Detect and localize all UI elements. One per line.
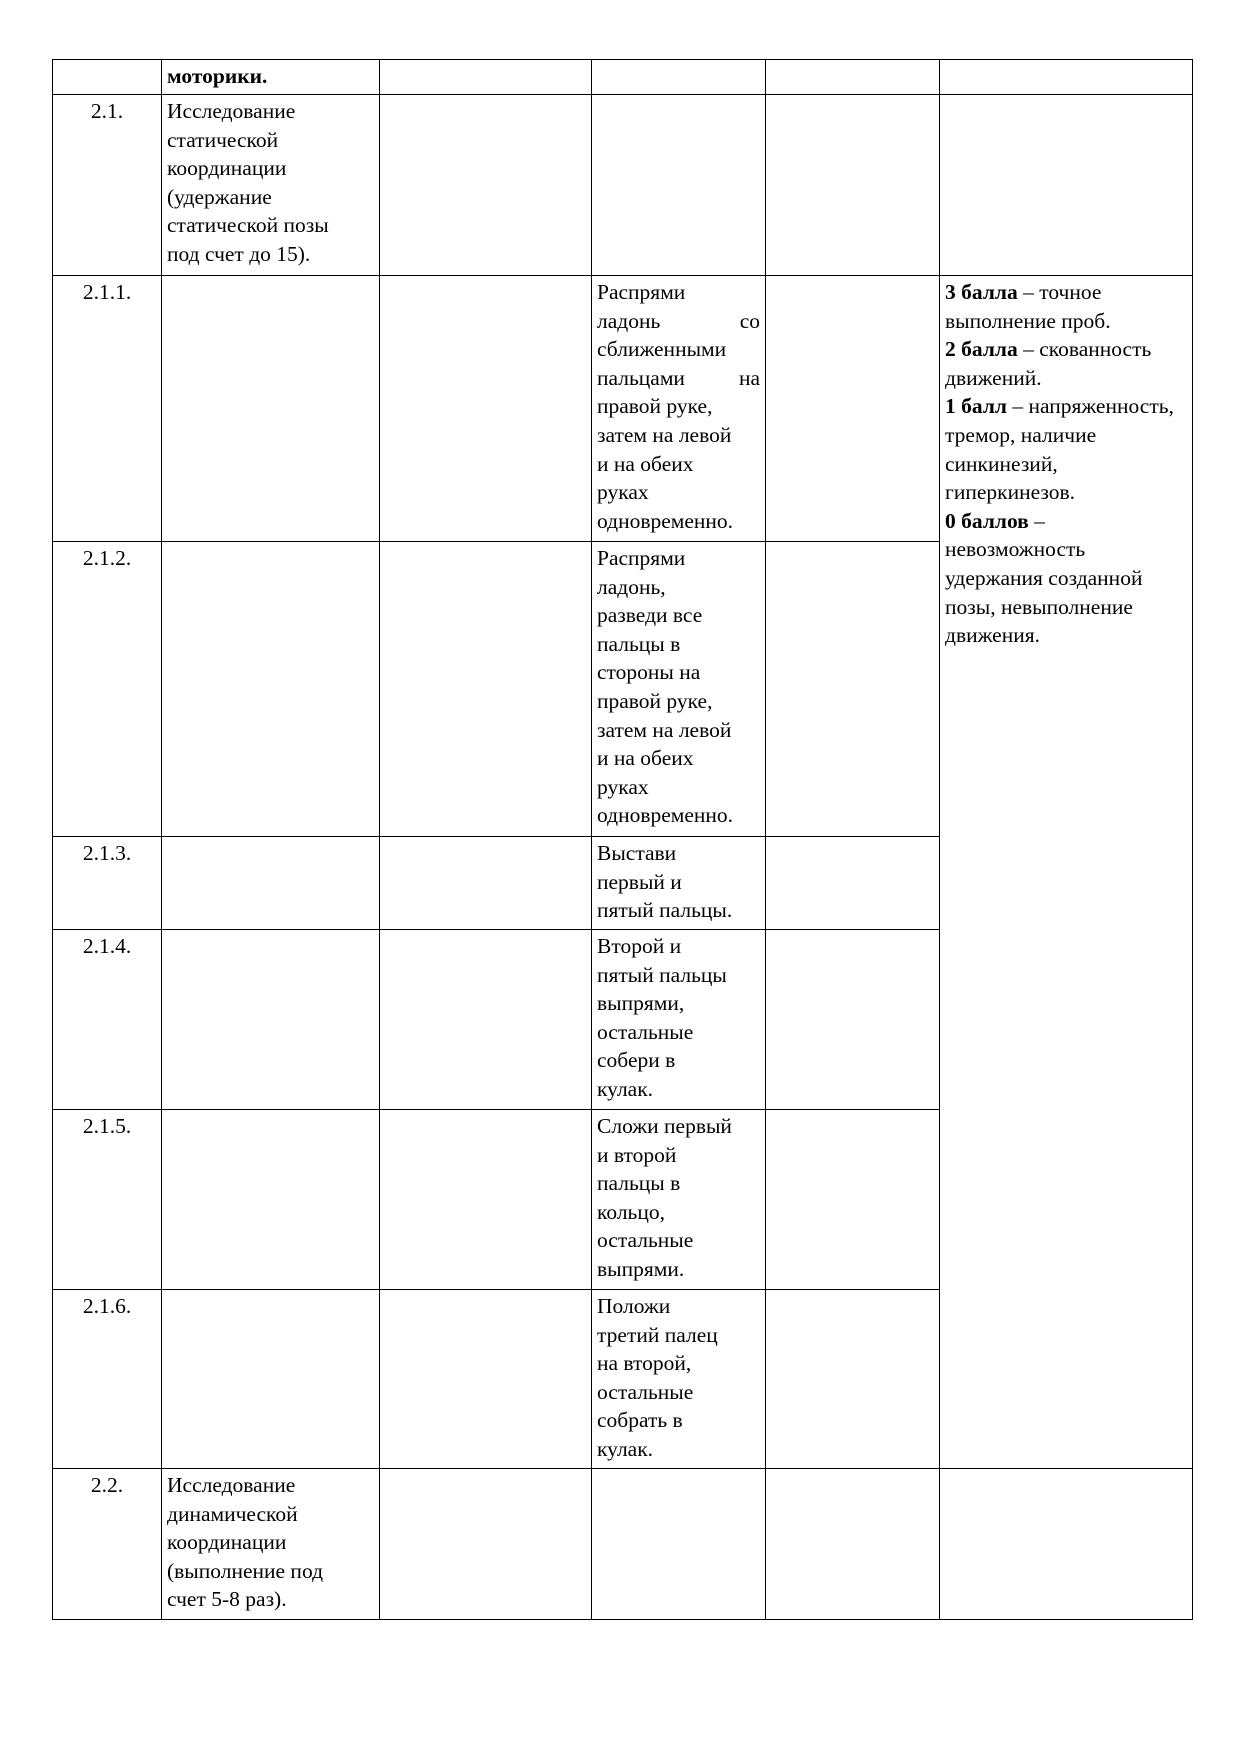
instruction-line: пятый пальцы — [597, 962, 727, 987]
row-number: 2.1.2. — [53, 542, 162, 837]
instruction-line: руках — [597, 774, 649, 799]
instruction-line: выпрями, — [597, 991, 685, 1016]
empty-cell — [940, 60, 1193, 95]
task-instruction — [592, 930, 766, 1110]
empty-cell — [766, 1290, 940, 1469]
instruction-line: руках — [597, 480, 649, 505]
assessment-table — [52, 59, 1193, 1620]
row-number: 2.1.1. — [53, 276, 162, 542]
score-3-text: – точное выполнение проб. — [945, 280, 1111, 333]
instruction-line: Сложи первый — [597, 1114, 732, 1138]
empty-cell — [380, 1110, 592, 1290]
task-instruction — [592, 276, 766, 542]
empty-cell — [380, 542, 592, 837]
title-line: статической — [167, 127, 279, 152]
empty-cell — [940, 1469, 1193, 1620]
title-line: координации — [167, 1530, 287, 1555]
instruction-line: затем на левой — [597, 422, 732, 447]
empty-cell — [380, 837, 592, 930]
empty-cell — [766, 1469, 940, 1620]
section-2-1-title — [162, 95, 380, 276]
instruction-line: разведи все — [597, 603, 703, 628]
task-instruction — [592, 1110, 766, 1290]
score-1-label: 1 балл — [945, 394, 1007, 419]
empty-cell — [380, 1290, 592, 1469]
instruction-line: правой руке, — [597, 688, 713, 713]
instruction-line: одновременно. — [597, 803, 734, 828]
instruction-line: кулак. — [597, 1076, 654, 1101]
row-number: 2.1.5. — [53, 1110, 162, 1290]
empty-cell — [766, 1110, 940, 1290]
empty-cell — [766, 60, 940, 95]
title-line: под счет до 15). — [167, 241, 311, 266]
title-line: динамической — [167, 1501, 298, 1526]
instruction-line: пальцы в — [597, 631, 681, 656]
instruction-line: Выстави — [597, 841, 677, 865]
instruction-line: одновременно. — [597, 508, 734, 533]
score-0-label: 0 баллов — [945, 508, 1029, 533]
number-cell — [53, 60, 162, 95]
instruction-line: пальцами на — [597, 365, 760, 390]
instruction-line: выпрями. — [597, 1256, 685, 1281]
title-line: координации — [167, 156, 287, 181]
instruction-line: правой руке, — [597, 394, 713, 419]
instruction-line: на второй, — [597, 1351, 692, 1376]
title-line: Исследование — [167, 1473, 296, 1497]
empty-cell — [380, 95, 592, 276]
instruction-line: остальные — [597, 1379, 694, 1404]
instruction-line: собрать в — [597, 1408, 683, 1433]
empty-cell — [380, 276, 592, 542]
empty-cell — [162, 930, 380, 1110]
title-line: статической позы — [167, 213, 329, 238]
empty-cell — [162, 276, 380, 542]
empty-cell — [380, 930, 592, 1110]
empty-cell — [162, 542, 380, 837]
title-line: (удержание — [167, 184, 272, 209]
instruction-line: первый и — [597, 869, 682, 894]
score-1-text: – напряженность, тремор, наличие синкинезий, гиперкинезов. — [945, 394, 1174, 505]
instruction-line: пальцы в — [597, 1171, 681, 1196]
empty-cell — [766, 542, 940, 837]
instruction-line: кулак. — [597, 1436, 654, 1461]
empty-cell — [766, 276, 940, 542]
instruction-line: и второй — [597, 1142, 677, 1167]
score-3-label: 3 балла — [945, 280, 1018, 304]
score-2-text: – скованность движений. — [945, 337, 1152, 390]
row-number: 2.1. — [53, 95, 162, 276]
score-2-label: 2 балла — [945, 337, 1018, 362]
task-instruction — [592, 1290, 766, 1469]
scoring-criteria — [940, 276, 1193, 1469]
instruction-line: кольцо, — [597, 1199, 665, 1224]
empty-cell — [592, 60, 766, 95]
empty-cell — [766, 95, 940, 276]
task-instruction — [592, 837, 766, 930]
table-row-2-1-1 — [53, 276, 1193, 542]
instruction-line: остальные — [597, 1228, 694, 1253]
row-number: 2.1.3. — [53, 837, 162, 930]
empty-cell — [940, 95, 1193, 276]
title-line: (выполнение под — [167, 1558, 324, 1583]
row-number: 2.2. — [53, 1469, 162, 1620]
instruction-line: остальные — [597, 1019, 694, 1044]
section-2-2-title — [162, 1469, 380, 1620]
instruction-line: и на обеих — [597, 746, 694, 771]
row-number: 2.1.4. — [53, 930, 162, 1110]
empty-cell — [592, 1469, 766, 1620]
instruction-line: Распрями — [597, 546, 686, 570]
instruction-line: третий палец — [597, 1322, 718, 1347]
instruction-line: и на обеих — [597, 451, 694, 476]
empty-cell — [380, 1469, 592, 1620]
empty-cell — [162, 1290, 380, 1469]
title-line: счет 5-8 раз). — [167, 1587, 287, 1612]
empty-cell — [162, 837, 380, 930]
instruction-line: Распрями — [597, 280, 686, 304]
empty-cell — [592, 95, 766, 276]
title-line: Исследование — [167, 99, 296, 123]
instruction-line: ладонь, — [597, 574, 666, 599]
section-title: моторики. — [162, 60, 380, 95]
task-instruction — [592, 542, 766, 837]
table-row-section-title — [53, 60, 1193, 95]
instruction-line: сближенными — [597, 337, 727, 362]
instruction-line: Второй и — [597, 934, 682, 958]
instruction-line: Положи — [597, 1294, 671, 1318]
instruction-line: затем на левой — [597, 717, 732, 742]
score-0-text: – невозможность удержания созданной позы, невыполнение движения. — [945, 508, 1143, 648]
instruction-line: пятый пальцы. — [597, 898, 733, 923]
empty-cell — [162, 1110, 380, 1290]
table-row-2-2 — [53, 1469, 1193, 1620]
instruction-line: собери в — [597, 1048, 676, 1073]
row-number: 2.1.6. — [53, 1290, 162, 1469]
table-row-2-1 — [53, 95, 1193, 276]
empty-cell — [766, 837, 940, 930]
instruction-line: стороны на — [597, 660, 701, 685]
instruction-line: ладонь со — [597, 308, 760, 333]
empty-cell — [766, 930, 940, 1110]
empty-cell — [380, 60, 592, 95]
